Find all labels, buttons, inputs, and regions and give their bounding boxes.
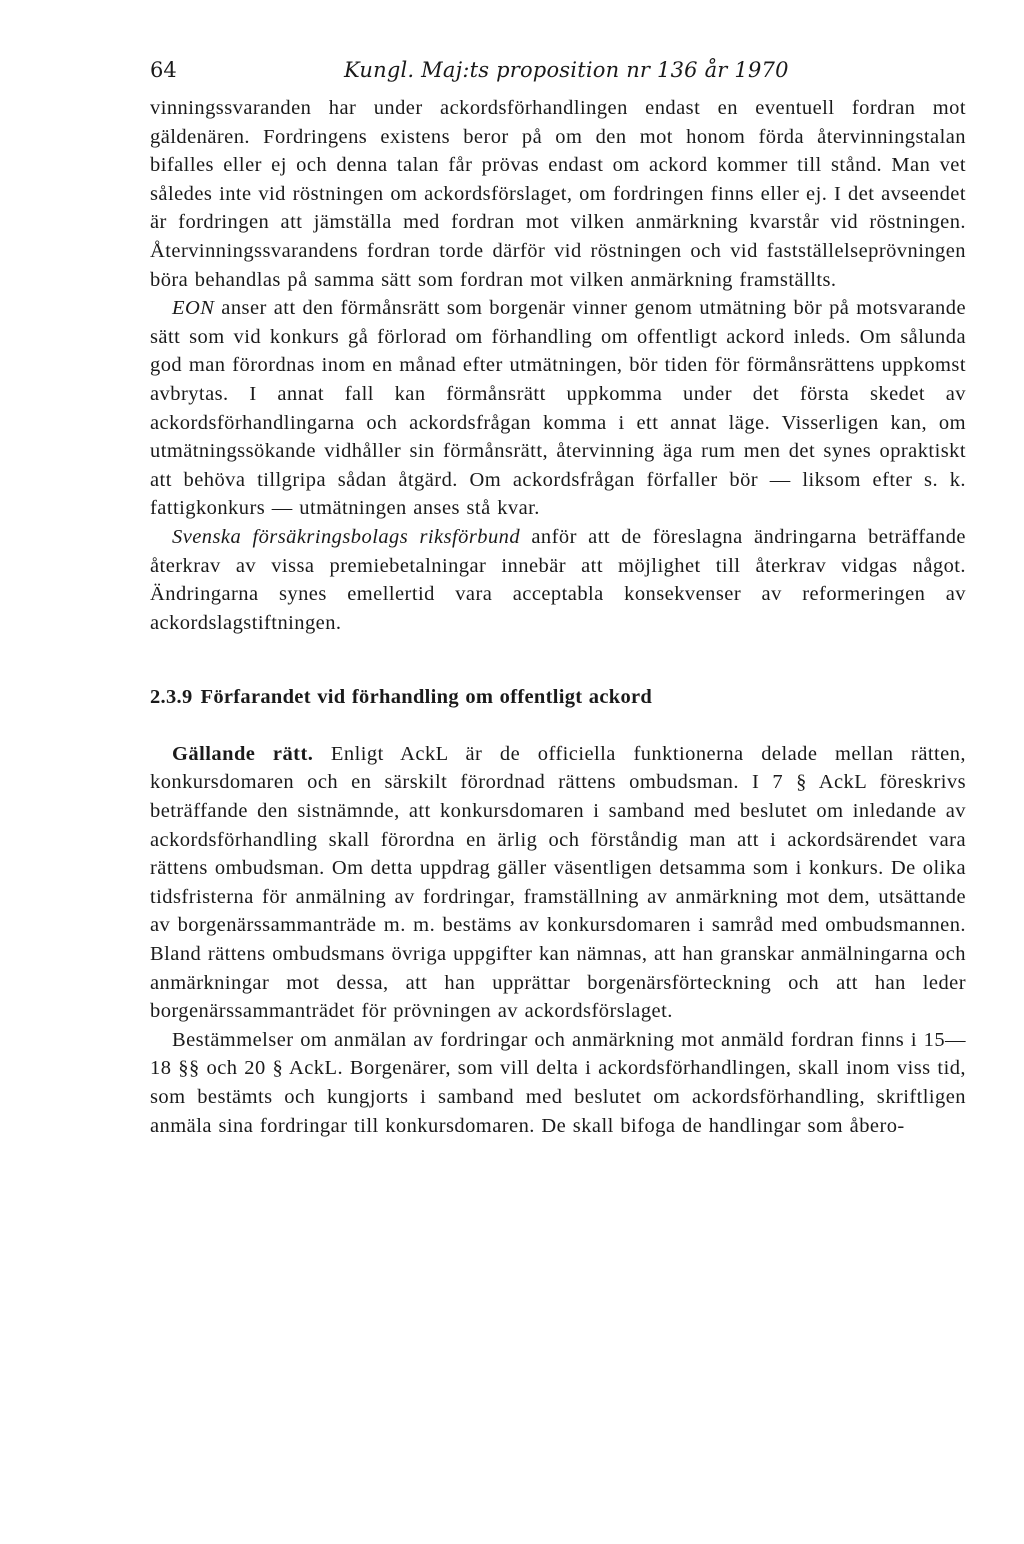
eon-text: anser att den förmånsrätt som borgenär vinner genom utmätning bör på motsvarande sätt som vid konkurs gå förlorad om förhandling om offentligt ackord inleds. Om sålunda god man förordnas inom en månad efter utmätningen, bör tiden för förmånsrättens uppkomst avbrytas. I annat fall kan förmånsrätt uppkomma under det första skedet av ackordsförhandlingarna och ackordsfrågan komma i ett annat läge. Visserligen kan, om utmätningssökande vidhåller sin förmånsrätt, återvinning äga rum men det synes opraktiskt att behöva tillgripa sådan åtgärd. Om ackordsfrågan förfaller bör — liksom efter s. k. fattigkonkurs — utmätningen anses stå kvar. [150, 297, 966, 520]
svenska-lead: Svenska försäkringsbolags riksförbund [172, 525, 521, 548]
paragraph-gallande [150, 740, 966, 1026]
svenska-text: anför att de föreslagna ändringarna beträffande återkrav av vissa premiebetalningar innebär att möjlighet till återkrav vidgas något. Ändringarna synes emellertid vara acceptabla konsekvenser av reformeringen av ackordslagstiftningen. [150, 525, 966, 634]
paragraph-continued: vinningssvaranden har under ackordsförhandlingen endast en eventuell fordran mot gäldenären. Fordringens existens beror på om den mot honom förda återvinningstalan bifalles eller ej och denna talan får prövas endast om ackord kommer till stånd. Man vet således inte vid röstningen om ackordsförslaget, om fordringen finns eller ej. I det avseendet är fordringen att jämställa med fordran mot vilken anmärkning kvarstår vid röstningen. Återvinningssvarandens fordran torde därför vid röstningen och vid fastställelseprövningen böra behandlas på samma sätt som fordran mot vilken anmärkning framställts. [150, 97, 966, 291]
running-title: Kungl. Maj:ts proposition nr 136 år 1970 [344, 58, 789, 82]
document-page [150, 58, 966, 1140]
section-number: 2.3.9 [150, 686, 193, 709]
section-title: Förfarandet vid förhandling om offentligt ackord [200, 686, 653, 709]
page-header [150, 58, 966, 94]
body-text [150, 94, 966, 1140]
paragraph-svenska [150, 523, 966, 637]
paragraph-eon [150, 294, 966, 523]
eon-lead: EON [172, 297, 215, 320]
page-number: 64 [150, 58, 177, 82]
section-heading [150, 683, 966, 712]
section-spacer [150, 637, 966, 683]
paragraph-bestammelser: Bestämmelser om anmälan av fordringar och anmärkning mot anmäld fordran finns i 15—18 §§ och 20 § AckL. Borgenärer, som vill delta i ackordsförhandlingen, skall inom viss tid, som bestämts och kungjorts i samband med beslutet om ackordsförhandling, skriftligen anmäla sina fordringar till konkursdomaren. De skall bifoga de handlingar som åbero- [150, 1028, 966, 1137]
gallande-text: Enligt AckL är de officiella funktionerna delade mellan rätten, konkursdomaren och en särskilt förordnad rättens ombudsman. I 7 § AckL föreskrivs beträffande den sistnämnde, att konkursdomaren i samband med beslutet om inledande av ackordsförhandling skall förordna en ärlig och förståndig man att i ackordsärendet vara rättens ombudsman. Om detta uppdrag gäller väsentligen detsamma som i konkurs. De olika tidsfristerna för anmälning av fordringar, framställning av anmärkning mot dem, utsättande av borgenärssammanträde m. m. bestäms av konkursdomaren i samråd med ombudsmannen. Bland rättens ombudsmans övriga uppgifter kan nämnas, att han granskar anmälningarna och anmärkningar mot dessa, att han upprättar borgenärsförteckning och att han leder borgenärssammanträdet för prövningen av ackordsförslaget. [150, 742, 966, 1023]
gallande-lead: Gällande rätt. [172, 742, 314, 765]
